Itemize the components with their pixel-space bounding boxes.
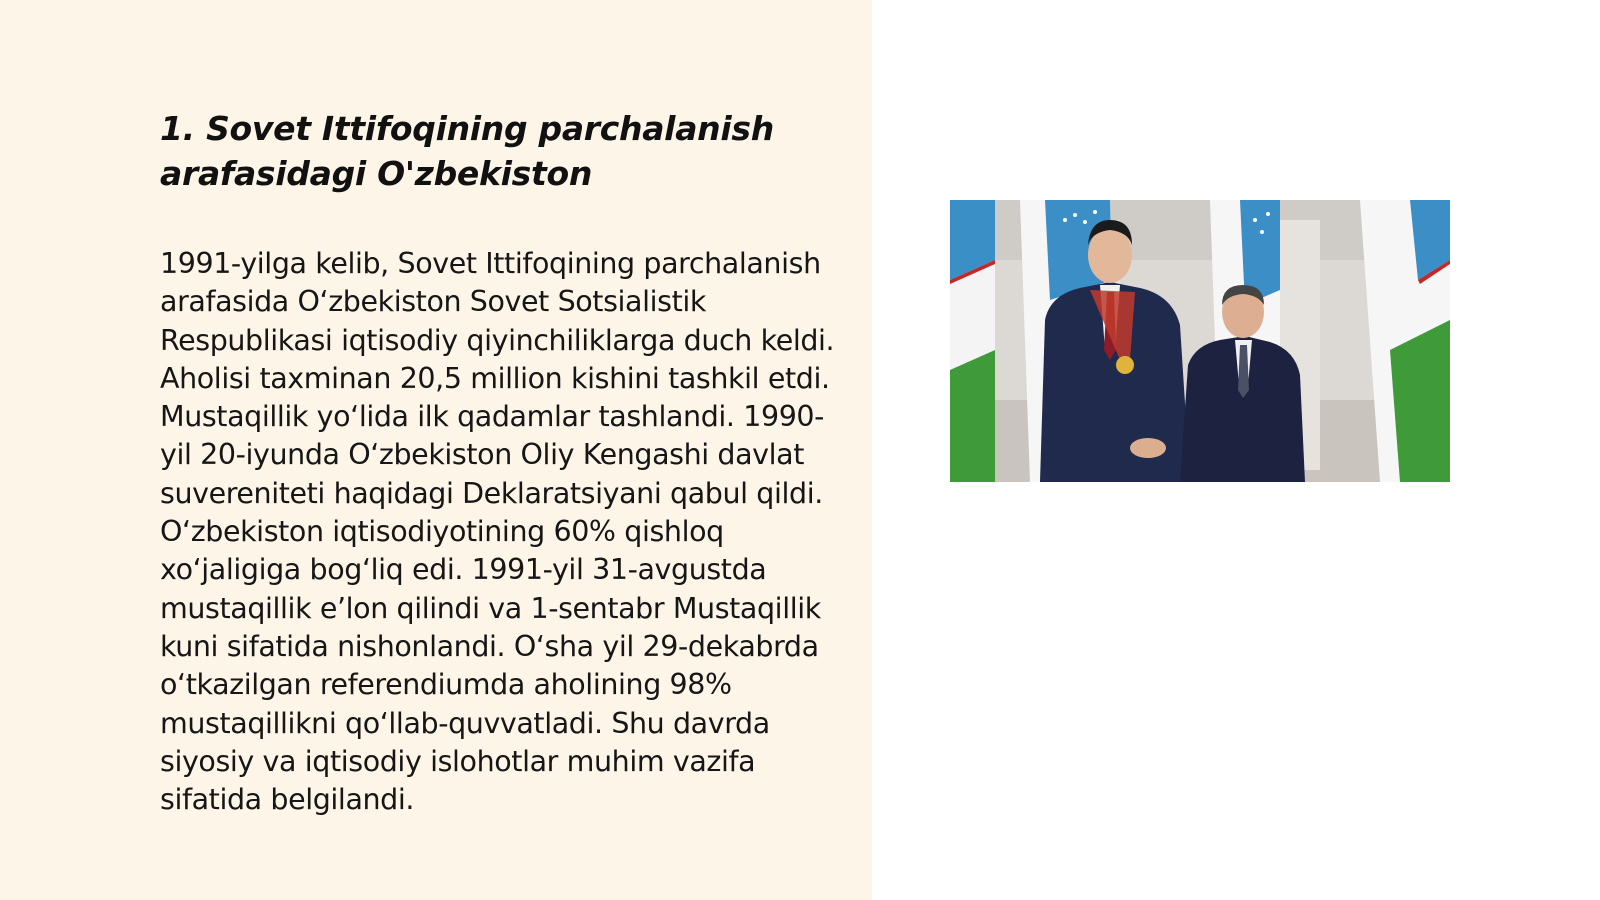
slide-heading: 1. Sovet Ittifoqining parchalanish arafasidagi O'zbekiston bbox=[160, 109, 774, 193]
ceremony-photo bbox=[950, 200, 1450, 482]
slide-body-text: 1991-yilga kelib, Sovet Ittifoqining parchalanish arafasida O‘zbekiston Sovet Sotsialistik Respublikasi iqtisodiy qiyinchiliklarga duch keldi. Aholisi taxminan 20,5 million kishini tashkil etdi. Mustaqillik yo‘lida ilk qadamlar tashlandi. 1990-yil 20-iyunda O‘zbekiston Oliy Kengashi davlat suvereniteti haqidagi Deklaratsiyani qabul qildi. O‘zbekiston iqtisodiyotining 60% qishloq xo‘jaligiga bog‘liq edi. 1991-yil 31-avgustda mustaqillik e’lon qilindi va 1-sentabr Mustaqillik kuni sifatida nishonlandi. O‘sha yil 29-dekabrda o‘tkazilgan referendiumda aholining 98% mustaqillikni qo‘llab-quvvatladi. Shu davrda siyosiy va iqtisodiy islohotlar muhim vazifa sifatida belgilandi. bbox=[160, 247, 835, 817]
